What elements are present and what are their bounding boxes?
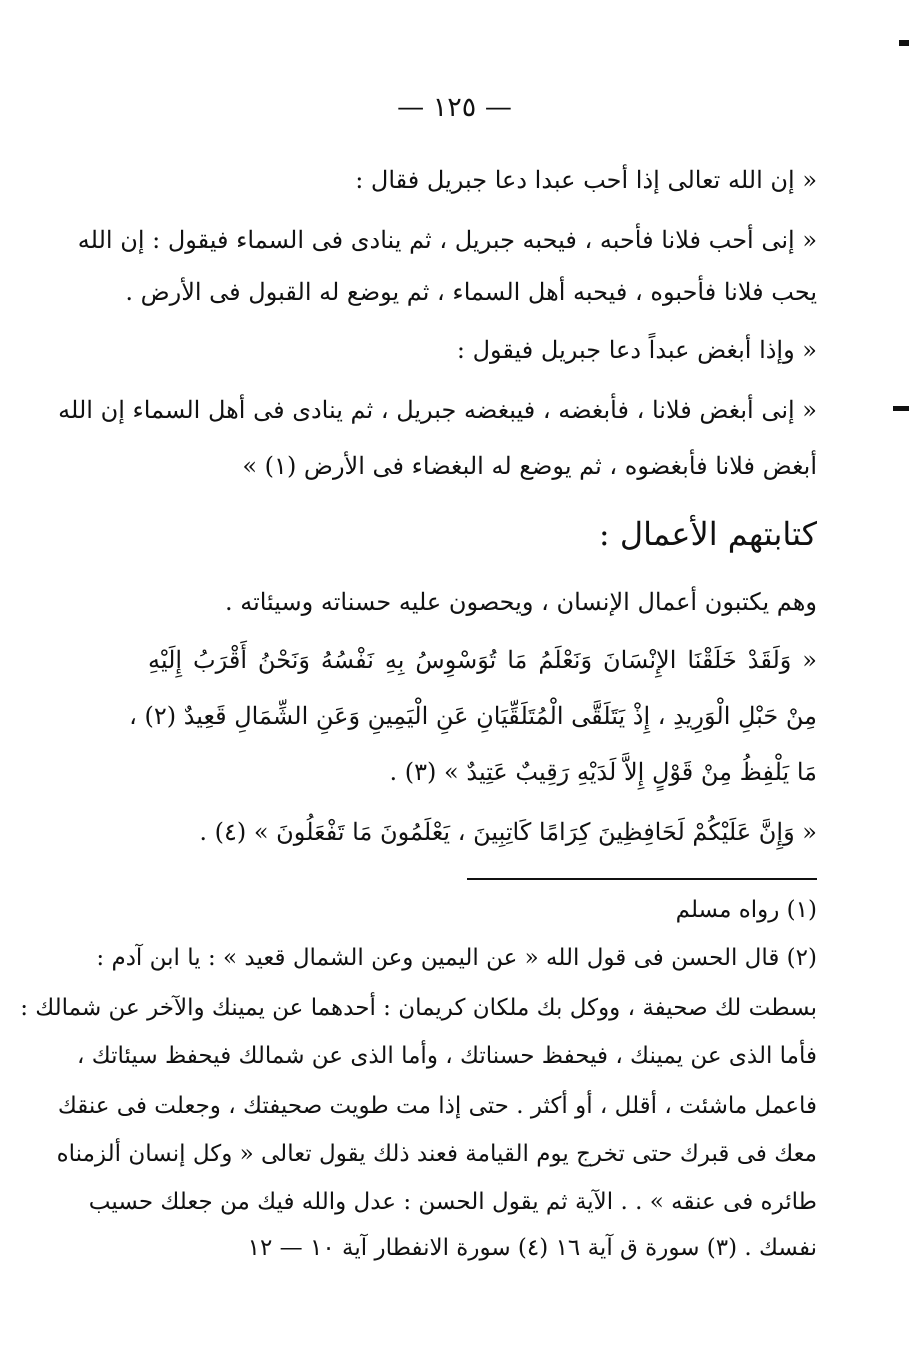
body-line: « إنى أبغض فلانا ، فأبغضه ، فيبغضه جبريل ، ثم ينادى فى أهل السماء إن الله: [58, 396, 817, 424]
quran-verse-line: مَا يَلْفِظُ مِنْ قَوْلٍ إِلاَّ لَدَيْهِ رَقِيبٌ عَتِيدٌ » (٣) .: [389, 758, 817, 786]
body-line: « وإذا أبغض عبداً دعا جبريل فيقول :: [456, 336, 817, 364]
body-line: « إنى أحب فلانا فأحبه ، فيحبه جبريل ، ثم ينادى فى السماء فيقول : إن الله: [77, 226, 817, 254]
footnote-separator: [467, 878, 817, 880]
quran-verse-line: مِنْ حَبْلِ الْوَرِيدِ ، إِذْ يَتَلَقَّى الْمُتَلَقِّيَانِ عَنِ الْيَمِينِ وَعَنِ الشِّمَالِ قَعِيدٌ (٢) ،: [129, 702, 817, 730]
body-line: أبغض فلانا فأبغضوه ، ثم يوضع له البغضاء فى الأرض (١) »: [242, 452, 817, 480]
footnote-line: (٢) قال الحسن فى قول الله « عن اليمين وعن الشمال قعيد » : يا ابن آدم :: [96, 945, 817, 971]
section-heading: كتابتهم الأعمال :: [598, 515, 817, 553]
body-line: يحب فلانا فأحبوه ، فيحبه أهل السماء ، ثم يوضع له القبول فى الأرض .: [125, 278, 817, 306]
scan-edge-mark: [893, 406, 909, 411]
footnote-line: بسطت لك صحيفة ، ووكل بك ملكان كريمان : أحدهما عن يمينك والآخر عن شمالك :: [20, 995, 817, 1021]
footnote-line: طائره فى عنقه » . . الآية ثم يقول الحسن : عدل والله فيك من جعلك حسيب: [88, 1189, 817, 1215]
footnote-line: معك فى قبرك حتى تخرج يوم القيامة فعند ذلك يقول تعالى « وكل إنسان ألزمناه: [56, 1141, 817, 1167]
footnote-line: (١) رواه مسلم: [675, 897, 817, 923]
section-line: وهم يكتبون أعمال الإنسان ، ويحصون عليه حسناته وسيئاته .: [224, 588, 817, 616]
page-number: — ١٢٥ —: [397, 92, 512, 123]
quran-verse-line: « وَلَقَدْ خَلَقْنَا الإِنْسَانَ وَنَعْلَمُ مَا تُوَسْوِسُ بِهِ نَفْسُهُ وَنَحْنُ أَقْرَبُ إِلَيْهِ: [148, 646, 817, 674]
scan-edge-mark: [899, 40, 909, 46]
footnote-line: فاعمل ماشئت ، أقلل ، أو أكثر . حتى إذا مت طويت صحيفتك ، وجعلت فى عنقك: [57, 1093, 817, 1119]
quran-verse-line: « وَإِنَّ عَلَيْكُمْ لَحَافِظِينَ كِرَامًا كَاتِبِينَ ، يَعْلَمُونَ مَا تَفْعَلُونَ » (٤) .: [199, 818, 817, 846]
footnote-line: فأما الذى عن يمينك ، فيحفظ حسناتك ، وأما الذى عن شمالك فيحفظ سيئاتك ،: [76, 1043, 817, 1069]
footnote-line: نفسك . (٣) سورة ق آية ١٦ (٤) سورة الانفطار آية ١٠ — ١٢: [247, 1235, 817, 1261]
body-line: « إن الله تعالى إذا أحب عبدا دعا جبريل فقال :: [355, 166, 817, 194]
